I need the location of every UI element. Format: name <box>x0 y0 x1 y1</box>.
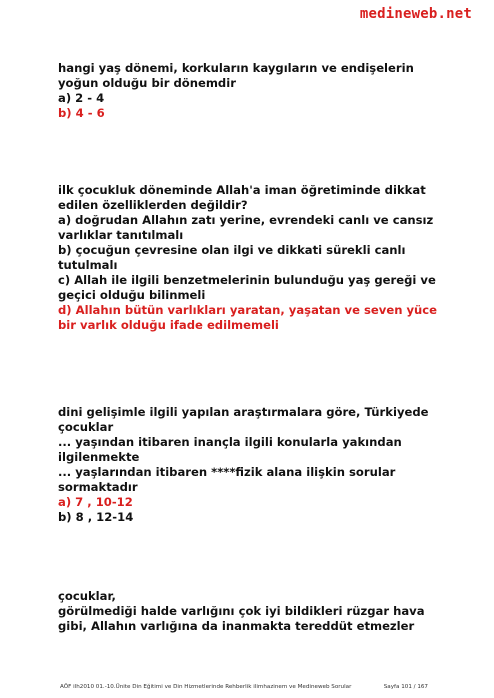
page-footer <box>60 684 480 690</box>
question-stem-line: sormaktadır <box>58 480 138 494</box>
answer-option-a: a) doğrudan Allahın zatı yerine, evrendeki canlı ve cansız <box>58 213 434 227</box>
answer-option-b-correct: b) 4 - 6 <box>58 106 105 120</box>
question-stem-line: gibi, Allahın varlığına da inanmakta tereddüt etmezler <box>58 619 415 633</box>
answer-option-a: a) 2 - 4 <box>58 91 105 105</box>
question-stem-line: görülmediği halde varlığını çok iyi bildikleri rüzgar hava <box>58 604 425 618</box>
answer-option-b: b) 8 , 12-14 <box>58 510 134 524</box>
question-stem-line: çocuklar <box>58 420 114 434</box>
answer-option-a-correct: a) 7 , 10-12 <box>58 495 133 509</box>
question-stem-line: çocuklar, <box>58 589 116 603</box>
question-4 <box>58 589 468 634</box>
answer-option-a-cont: varlıklar tanıtılmalı <box>58 228 184 242</box>
question-stem-line: dini gelişimle ilgili yapılan araştırmalara göre, Türkiyede <box>58 405 429 419</box>
answer-option-c: c) Allah ile ilgili benzetmelerinin bulunduğu yaş gereği ve <box>58 273 436 287</box>
question-2 <box>58 183 468 333</box>
answer-option-b-cont: tutulmalı <box>58 258 118 272</box>
answer-option-c-cont: geçici olduğu bilinmeli <box>58 288 206 302</box>
answer-option-d-correct-cont: bir varlık olduğu ifade edilmemeli <box>58 318 279 332</box>
footer-text: AÖF ilh2010 01.-10.Ünite Din Eğitimi ve Din Hizmetlerinde Rehberlik ilimhazinem ve Medineweb Sorular <box>60 684 352 690</box>
question-stem-line: edilen özelliklerden değildir? <box>58 198 248 212</box>
question-stem-line: ilk çocukluk döneminde Allah'a iman öğretiminde dikkat <box>58 183 426 197</box>
question-stem-line: ilgilenmekte <box>58 450 140 464</box>
site-watermark: medineweb.net <box>359 6 472 22</box>
question-1 <box>58 61 468 121</box>
answer-option-d-correct: d) Allahın bütün varlıkları yaratan, yaşatan ve seven yüce <box>58 303 438 317</box>
question-3 <box>58 405 468 525</box>
question-stem-line: hangi yaş dönemi, korkuların kaygıların ve endişelerin <box>58 61 414 75</box>
question-stem-line: ... yaşından itibaren inançla ilgili konularla yakından <box>58 435 402 449</box>
question-stem-line: yoğun olduğu bir dönemdir <box>58 76 236 90</box>
page-number: Sayfa 101 / 167 <box>383 684 428 690</box>
question-stem-line: ... yaşlarından itibaren ****fizik alana ilişkin sorular <box>58 465 396 479</box>
answer-option-b: b) çocuğun çevresine olan ilgi ve dikkati sürekli canlı <box>58 243 406 257</box>
